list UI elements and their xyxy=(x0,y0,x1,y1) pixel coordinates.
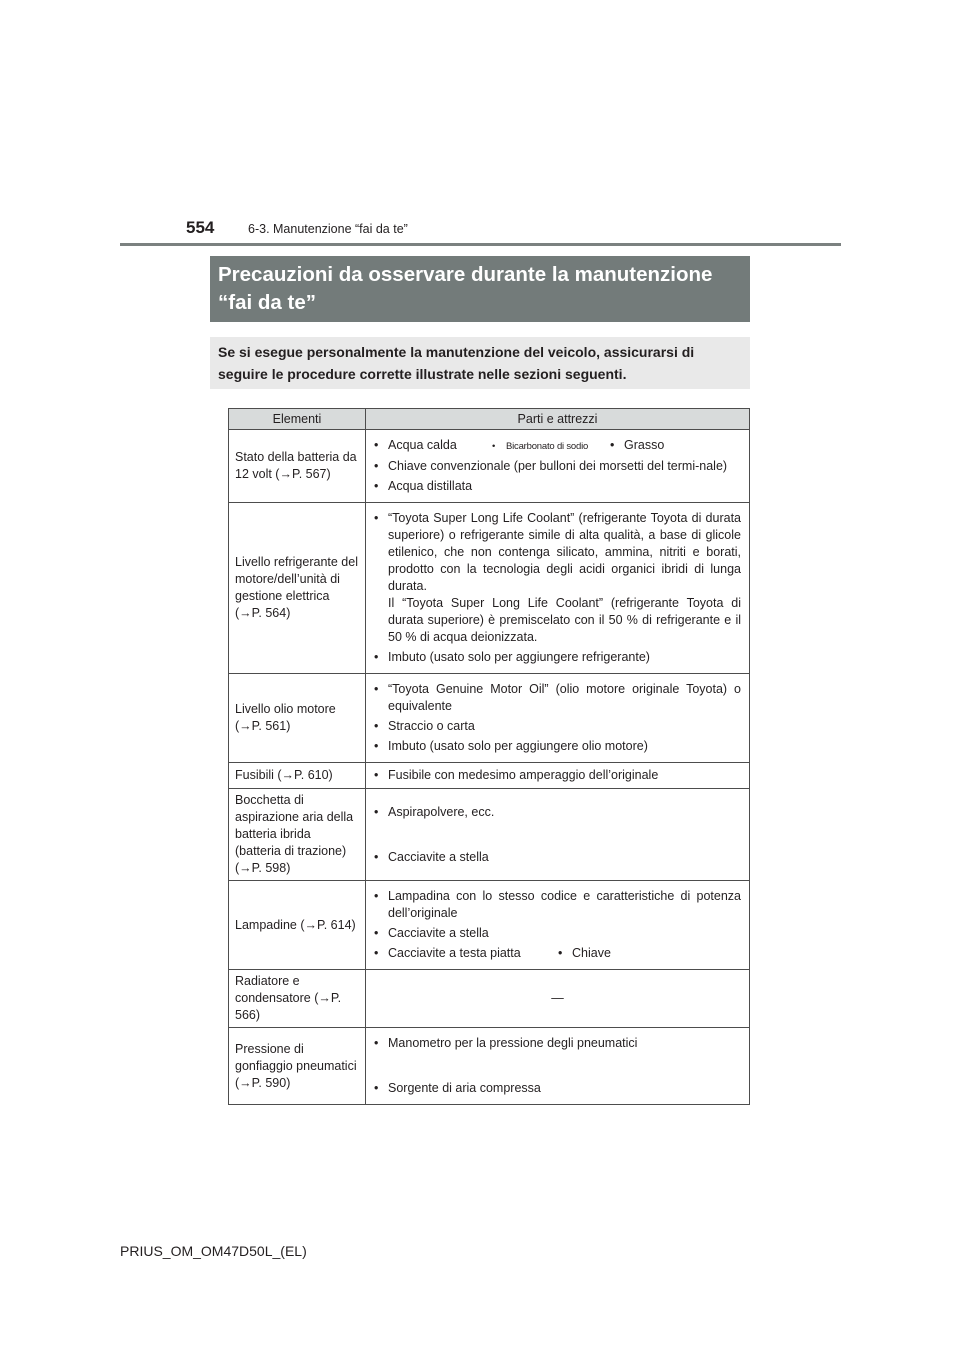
parts-bullet: • “Toyota Genuine Motor Oil” (olio motore originale Toyota) o equivalente xyxy=(374,681,741,715)
parts-bullet: • Sorgente di aria compressa xyxy=(374,1080,741,1097)
parts-bullet: • Acqua calda xyxy=(374,437,492,454)
table-row xyxy=(229,430,750,503)
header-parti: Parti e attrezzi xyxy=(366,409,750,430)
parts-bullet: • Imbuto (usato solo per aggiungere refrigerante) xyxy=(374,649,741,666)
parts-bullet: • Bicarbonato di sodio xyxy=(492,438,610,455)
intro-text: Se si esegue personalmente la manutenzione del veicolo, assicurarsi di seguire le procedure corrette illustrate nelle sezioni seguenti. xyxy=(210,337,750,389)
parts-bullet: • Fusibile con medesimo amperaggio dell’originale xyxy=(374,767,741,784)
page-title: Precauzioni da osservare durante la manutenzione “fai da te” xyxy=(210,256,750,322)
row-item: Pressione di gonfiaggio pneumatici (→P. 590) xyxy=(229,1028,366,1105)
parts-bullet: • Cacciavite a stella xyxy=(374,925,741,942)
table-header-row xyxy=(229,409,750,430)
parts-bullet: • “Toyota Super Long Life Coolant” (refrigerante Toyota di durata superiore) o refrigerante simile di alta qualità, a base di glicole etilenico, che non contenga silicato, ammina, nitriti e borati, prodotto con la tecnologia degli acidi organici ibridi di lunga durata. Il “Toyota Super Long Life Coolant” (refrigerante Toyota di durata superiore) è premiscelato con il 50 % di refrigerante e il 50 % di acqua deionizzata. xyxy=(374,510,741,646)
row-item: Stato della batteria da 12 volt (→P. 567) xyxy=(229,430,366,503)
table-row xyxy=(229,970,750,1028)
footer-code: PRIUS_OM_OM47D50L_(EL) xyxy=(120,1243,307,1259)
row-item: Radiatore e condensatore (→P. 566) xyxy=(229,970,366,1028)
parts-bullet: • Grasso xyxy=(610,437,664,454)
row-parts xyxy=(366,430,750,503)
row-parts xyxy=(366,789,750,881)
table-row xyxy=(229,1028,750,1105)
parts-bullet: • Chiave convenzionale (per bulloni dei morsetti del termi-nale) xyxy=(374,458,741,475)
parts-bullet: • Aspirapolvere, ecc. xyxy=(374,804,741,821)
parts-bullet: • Acqua distillata xyxy=(374,478,741,495)
parts-bullet: • Imbuto (usato solo per aggiungere olio motore) xyxy=(374,738,741,755)
row-item: Fusibili (→P. 610) xyxy=(229,763,366,789)
page-number: 554 xyxy=(186,218,215,237)
row-item: Lampadine (→P. 614) xyxy=(229,881,366,970)
row-item: Bocchetta di aspirazione aria della batteria ibrida (batteria di trazione) (→P. 598) xyxy=(229,789,366,881)
row-parts xyxy=(366,763,750,789)
row-parts xyxy=(366,1028,750,1105)
row-parts-none: — xyxy=(366,970,750,1028)
row-item: Livello refrigerante del motore/dell’unità di gestione elettrica (→P. 564) xyxy=(229,503,366,674)
parts-table xyxy=(228,408,750,1105)
table-row xyxy=(229,789,750,881)
parts-bullet: • Lampadina con lo stesso codice e caratteristiche di potenza dell’originale xyxy=(374,888,741,922)
row-item: Livello olio motore (→P. 561) xyxy=(229,674,366,763)
table-row xyxy=(229,763,750,789)
parts-line xyxy=(374,945,741,962)
header-elementi: Elementi xyxy=(229,409,366,430)
table-row xyxy=(229,503,750,674)
parts-bullet: • Cacciavite a stella xyxy=(374,849,741,866)
parts-bullet: • Cacciavite a testa piatta xyxy=(374,945,558,962)
row-parts xyxy=(366,503,750,674)
parts-bullet: • Straccio o carta xyxy=(374,718,741,735)
table-row xyxy=(229,674,750,763)
parts-bullet: • Chiave xyxy=(558,945,611,962)
row-parts xyxy=(366,674,750,763)
parts-bullet: • Manometro per la pressione degli pneumatici xyxy=(374,1035,741,1052)
parts-line xyxy=(374,437,741,455)
table-row xyxy=(229,881,750,970)
row-parts xyxy=(366,881,750,970)
section-label: 6-3. Manutenzione “fai da te” xyxy=(248,222,408,236)
header-rule xyxy=(120,243,841,246)
